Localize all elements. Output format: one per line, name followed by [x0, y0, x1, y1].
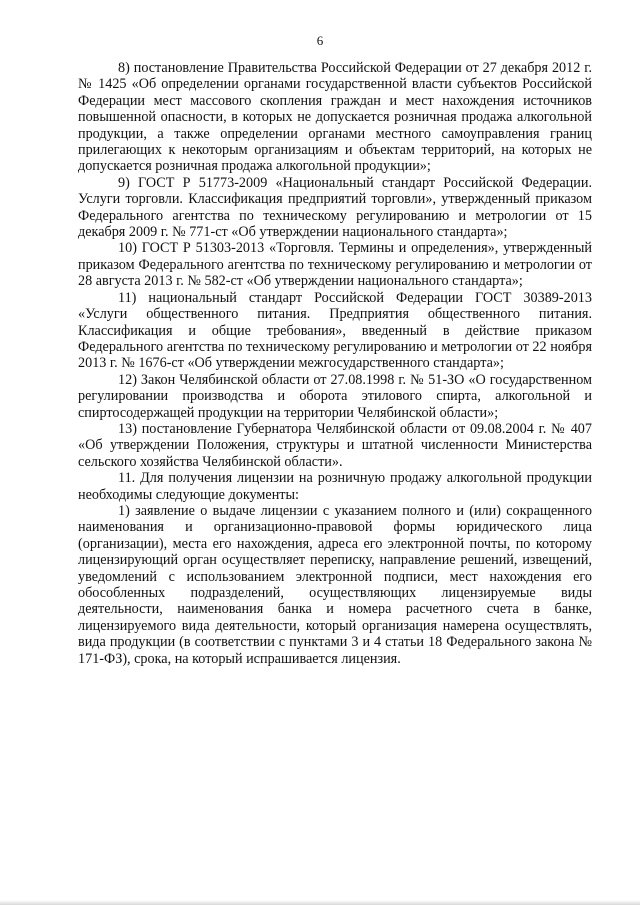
paragraph-item-8: 8) постановление Правительства Российской Федерации от 27 декабря 2012 г. № 1425 «Об определении органами государственной власти субъектов Российской Федерации мест массового скопления граждан и мест нахождения источников повышенной опасности, в которых не допускается розничная продажа алкогольной продукции, а также определении органами местного самоуправления границ прилегающих к некоторым организациям и объектам территорий, на которых не допускается розничная продажа алкогольной продукции»;: [78, 60, 592, 175]
page-bottom-edge: [0, 900, 640, 905]
paragraph-item-9: 9) ГОСТ Р 51773-2009 «Национальный стандарт Российской Федерации. Услуги торговли. Классификация предприятий торговли», утвержденный приказом Федерального агентства по техническому регулированию и метрологии от 15 декабря 2009 г. № 771-ст «Об утверждении национального стандарта»;: [78, 174, 592, 241]
paragraph-item-12: 12) Закон Челябинской области от 27.08.1998 г. № 51-ЗО «О государственном регулировании производства и оборота этилового спирта, алкогольной и спиртосодержащей продукции на территории Челябинской области»;: [78, 371, 592, 421]
page-number: 6: [316, 33, 324, 48]
paragraph-document-1: 1) заявление о выдаче лицензии с указанием полного и (или) сокращенного наименования и организационно-правовой формы юридического лица (организации), места его нахождения, адреса его электронной почты, по которому лицензирующий орган осуществляет переписку, направление решений, извещений, уведомлений с использованием электронной подписи, мест нахождения его обособленных подразделений, осуществляющих лицензируемые виды деятельности, наименования банка и номера расчетного счета в банке, лицензируемого вида деятельности, который организация намерена осуществлять, вида продукции (в соответствии с пунктами 3 и 4 статьи 18 Федерального закона № 171-ФЗ), срока, на который испрашивается лицензия.: [78, 502, 592, 667]
paragraph-item-11: 11) национальный стандарт Российской Федерации ГОСТ 30389-2013 «Услуги общественного питания. Предприятия общественного питания. Классификация и общие требования», введенный в действие приказом Федерального агентства по техническому регулированию и метрологии от 22 ноября 2013 г. № 1676-ст «Об утверждении межгосударственного стандарта»;: [78, 289, 592, 372]
section-11-heading: 11. Для получения лицензии на розничную продажу алкогольной продукции необходимы следующие документы:: [78, 470, 592, 503]
document-body: [78, 60, 592, 667]
paragraph-item-10: 10) ГОСТ Р 51303-2013 «Торговля. Термины и определения», утвержденный приказом Федерального агентства по техническому регулированию и метрологии от 28 августа 2013 г. № 582-ст «Об утверждении национального стандарта»;: [78, 240, 592, 290]
paragraph-item-13: 13) постановление Губернатора Челябинской области от 09.08.2004 г. № 407 «Об утверждении Положения, структуры и штатной численности Министерства сельского хозяйства Челябинской области».: [78, 420, 592, 470]
